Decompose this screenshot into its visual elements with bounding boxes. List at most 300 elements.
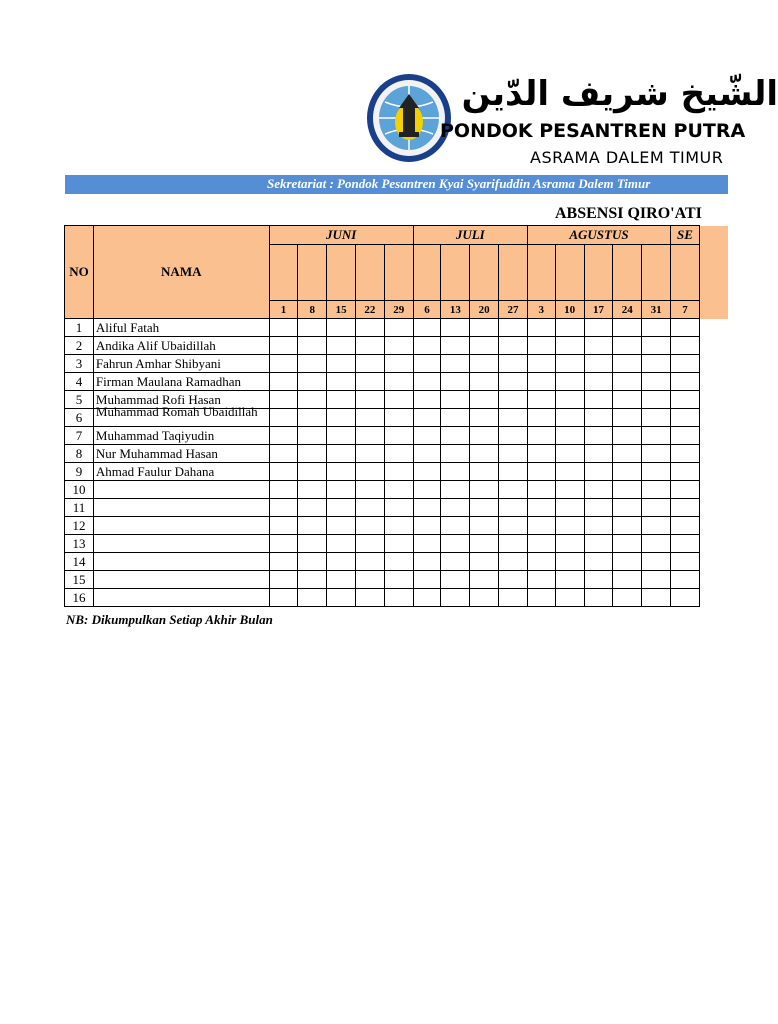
attendance-cell[interactable]	[671, 445, 700, 463]
attendance-cell[interactable]	[269, 517, 298, 535]
attendance-cell[interactable]	[671, 463, 700, 481]
attendance-cell[interactable]	[441, 499, 470, 517]
attendance-cell[interactable]	[269, 373, 298, 391]
footer-note: NB: Dikumpulkan Setiap Akhir Bulan	[66, 612, 273, 627]
attendance-cell[interactable]	[384, 553, 413, 571]
attendance-cell[interactable]	[384, 481, 413, 499]
attendance-cell[interactable]	[555, 373, 584, 391]
day-header: 6	[413, 301, 441, 319]
attendance-cell[interactable]	[642, 409, 671, 427]
blank-header-cell	[470, 245, 499, 301]
attendance-cell[interactable]	[413, 373, 441, 391]
row-number: 13	[65, 535, 94, 553]
attendance-cell[interactable]	[298, 481, 327, 499]
student-name: Aliful Fatah	[93, 319, 269, 337]
attendance-cell[interactable]	[327, 571, 356, 589]
attendance-cell[interactable]	[355, 535, 384, 553]
row-number: 15	[65, 571, 94, 589]
attendance-cell[interactable]	[384, 409, 413, 427]
attendance-cell[interactable]	[613, 553, 642, 571]
attendance-cell[interactable]	[470, 427, 499, 445]
attendance-cell[interactable]	[327, 337, 356, 355]
attendance-cell[interactable]	[527, 463, 555, 481]
attendance-cell[interactable]	[384, 355, 413, 373]
attendance-cell[interactable]	[441, 391, 470, 409]
attendance-cell[interactable]	[327, 445, 356, 463]
attendance-cell[interactable]	[642, 517, 671, 535]
table-row	[65, 481, 700, 499]
attendance-cell[interactable]	[584, 355, 613, 373]
row-number: 3	[65, 355, 94, 373]
attendance-cell[interactable]	[584, 337, 613, 355]
student-name: Ahmad Faulur Dahana	[93, 463, 269, 481]
row-number: 7	[65, 427, 94, 445]
attendance-cell[interactable]	[384, 445, 413, 463]
attendance-cell[interactable]	[671, 373, 700, 391]
attendance-cell[interactable]	[555, 463, 584, 481]
attendance-cell[interactable]	[384, 463, 413, 481]
attendance-cell[interactable]	[470, 391, 499, 409]
attendance-cell[interactable]	[527, 499, 555, 517]
attendance-cell[interactable]	[613, 535, 642, 553]
attendance-cell[interactable]	[441, 481, 470, 499]
attendance-cell[interactable]	[384, 535, 413, 553]
attendance-cell[interactable]	[269, 481, 298, 499]
attendance-cell[interactable]	[613, 499, 642, 517]
attendance-cell[interactable]	[384, 499, 413, 517]
attendance-cell[interactable]	[355, 517, 384, 535]
attendance-cell[interactable]	[327, 463, 356, 481]
attendance-cell[interactable]	[584, 319, 613, 337]
attendance-cell[interactable]	[441, 319, 470, 337]
attendance-cell[interactable]	[470, 553, 499, 571]
attendance-cell[interactable]	[527, 319, 555, 337]
attendance-cell[interactable]	[470, 589, 499, 607]
attendance-cell[interactable]	[527, 589, 555, 607]
attendance-cell[interactable]	[355, 571, 384, 589]
attendance-cell[interactable]	[470, 337, 499, 355]
attendance-cell[interactable]	[441, 463, 470, 481]
attendance-cell[interactable]	[355, 355, 384, 373]
attendance-cell[interactable]	[642, 589, 671, 607]
attendance-table	[64, 225, 700, 611]
attendance-cell[interactable]	[555, 481, 584, 499]
attendance-cell[interactable]	[384, 373, 413, 391]
attendance-cell[interactable]	[298, 499, 327, 517]
attendance-cell[interactable]	[584, 445, 613, 463]
student-name: Muhammad Taqiyudin	[93, 427, 269, 445]
attendance-cell[interactable]	[413, 337, 441, 355]
attendance-cell[interactable]	[413, 535, 441, 553]
attendance-cell[interactable]	[298, 571, 327, 589]
attendance-cell[interactable]	[527, 517, 555, 535]
attendance-cell[interactable]	[413, 481, 441, 499]
attendance-cell[interactable]	[499, 373, 528, 391]
attendance-cell[interactable]	[355, 463, 384, 481]
attendance-cell[interactable]	[527, 427, 555, 445]
attendance-cell[interactable]	[327, 409, 356, 427]
attendance-cell[interactable]	[298, 373, 327, 391]
attendance-cell[interactable]	[555, 409, 584, 427]
attendance-cell[interactable]	[470, 319, 499, 337]
table-row	[65, 319, 700, 337]
attendance-cell[interactable]	[499, 517, 528, 535]
attendance-cell[interactable]	[413, 445, 441, 463]
attendance-cell[interactable]	[584, 571, 613, 589]
attendance-cell[interactable]	[441, 571, 470, 589]
attendance-cell[interactable]	[355, 427, 384, 445]
attendance-cell[interactable]	[499, 409, 528, 427]
attendance-cell[interactable]	[642, 499, 671, 517]
attendance-cell[interactable]	[527, 391, 555, 409]
attendance-cell[interactable]	[671, 571, 700, 589]
day-header: 7	[671, 301, 700, 319]
attendance-cell[interactable]	[441, 535, 470, 553]
letterhead	[0, 60, 778, 175]
attendance-cell[interactable]	[269, 535, 298, 553]
attendance-cell[interactable]	[584, 499, 613, 517]
attendance-cell[interactable]	[441, 409, 470, 427]
attendance-cell[interactable]	[499, 571, 528, 589]
attendance-cell[interactable]	[613, 481, 642, 499]
attendance-cell[interactable]	[413, 553, 441, 571]
attendance-cell[interactable]	[499, 427, 528, 445]
attendance-cell[interactable]	[441, 427, 470, 445]
attendance-cell[interactable]	[613, 409, 642, 427]
attendance-cell[interactable]	[613, 589, 642, 607]
attendance-cell[interactable]	[298, 337, 327, 355]
table-row	[65, 355, 700, 373]
attendance-cell[interactable]	[671, 499, 700, 517]
attendance-cell[interactable]	[355, 589, 384, 607]
attendance-cell[interactable]	[584, 373, 613, 391]
attendance-cell[interactable]	[413, 517, 441, 535]
attendance-cell[interactable]	[671, 355, 700, 373]
attendance-cell[interactable]	[584, 481, 613, 499]
attendance-cell[interactable]	[555, 445, 584, 463]
attendance-cell[interactable]	[499, 463, 528, 481]
attendance-cell[interactable]	[499, 481, 528, 499]
attendance-cell[interactable]	[470, 535, 499, 553]
attendance-cell[interactable]	[642, 481, 671, 499]
attendance-cell[interactable]	[269, 445, 298, 463]
attendance-cell[interactable]	[499, 391, 528, 409]
attendance-cell[interactable]	[527, 445, 555, 463]
attendance-cell[interactable]	[555, 553, 584, 571]
attendance-cell[interactable]	[298, 409, 327, 427]
attendance-cell[interactable]	[327, 391, 356, 409]
attendance-cell[interactable]	[642, 445, 671, 463]
table-row	[65, 517, 700, 535]
attendance-cell[interactable]	[470, 355, 499, 373]
attendance-cell[interactable]	[298, 319, 327, 337]
attendance-cell[interactable]	[269, 589, 298, 607]
attendance-cell[interactable]	[413, 589, 441, 607]
attendance-cell[interactable]	[298, 355, 327, 373]
attendance-cell[interactable]	[499, 445, 528, 463]
attendance-cell[interactable]	[613, 517, 642, 535]
attendance-cell[interactable]	[642, 319, 671, 337]
attendance-cell[interactable]	[384, 571, 413, 589]
attendance-cell[interactable]	[470, 445, 499, 463]
attendance-cell[interactable]	[413, 355, 441, 373]
attendance-cell[interactable]	[441, 445, 470, 463]
attendance-cell[interactable]	[584, 535, 613, 553]
student-name	[93, 517, 269, 535]
attendance-cell[interactable]	[470, 409, 499, 427]
row-number: 1	[65, 319, 94, 337]
attendance-cell[interactable]	[555, 337, 584, 355]
day-header: 3	[527, 301, 555, 319]
attendance-cell[interactable]	[269, 337, 298, 355]
attendance-cell[interactable]	[269, 409, 298, 427]
attendance-cell[interactable]	[527, 409, 555, 427]
attendance-cell[interactable]	[555, 427, 584, 445]
attendance-cell[interactable]	[613, 373, 642, 391]
day-header: 24	[613, 301, 642, 319]
blank-header-cell	[499, 245, 528, 301]
attendance-cell[interactable]	[671, 553, 700, 571]
attendance-cell[interactable]	[555, 571, 584, 589]
table-row	[65, 445, 700, 463]
attendance-cell[interactable]	[613, 391, 642, 409]
attendance-cell[interactable]	[269, 571, 298, 589]
attendance-cell[interactable]	[499, 535, 528, 553]
attendance-cell[interactable]	[642, 535, 671, 553]
attendance-cell[interactable]	[499, 499, 528, 517]
attendance-cell[interactable]	[413, 463, 441, 481]
attendance-cell[interactable]	[613, 445, 642, 463]
attendance-cell[interactable]	[413, 409, 441, 427]
attendance-cell[interactable]	[441, 373, 470, 391]
day-header: 29	[384, 301, 413, 319]
student-name	[93, 499, 269, 517]
attendance-cell[interactable]	[499, 355, 528, 373]
attendance-cell[interactable]	[269, 499, 298, 517]
attendance-cell[interactable]	[327, 517, 356, 535]
blank-header-cell	[413, 245, 441, 301]
attendance-cell[interactable]	[642, 427, 671, 445]
attendance-cell[interactable]	[441, 355, 470, 373]
attendance-cell[interactable]	[327, 589, 356, 607]
blank-header-cell	[584, 245, 613, 301]
attendance-cell[interactable]	[327, 373, 356, 391]
attendance-cell[interactable]	[327, 427, 356, 445]
attendance-cell[interactable]	[298, 517, 327, 535]
attendance-cell[interactable]	[555, 535, 584, 553]
attendance-cell[interactable]	[470, 481, 499, 499]
attendance-cell[interactable]	[642, 553, 671, 571]
attendance-cell[interactable]	[441, 337, 470, 355]
attendance-cell[interactable]	[441, 553, 470, 571]
attendance-cell[interactable]	[269, 553, 298, 571]
attendance-cell[interactable]	[642, 373, 671, 391]
attendance-cell[interactable]	[527, 481, 555, 499]
attendance-cell[interactable]	[384, 319, 413, 337]
attendance-cell[interactable]	[613, 337, 642, 355]
attendance-cell[interactable]	[555, 517, 584, 535]
attendance-cell[interactable]	[355, 391, 384, 409]
attendance-cell[interactable]	[613, 427, 642, 445]
attendance-cell[interactable]	[555, 391, 584, 409]
column-header-no: NO	[65, 226, 94, 319]
day-header: 10	[555, 301, 584, 319]
attendance-cell[interactable]	[298, 445, 327, 463]
attendance-cell[interactable]	[355, 553, 384, 571]
attendance-cell[interactable]	[642, 355, 671, 373]
attendance-cell[interactable]	[298, 553, 327, 571]
attendance-cell[interactable]	[355, 481, 384, 499]
row-number: 8	[65, 445, 94, 463]
blank-header-cell	[527, 245, 555, 301]
table-row	[65, 535, 700, 553]
attendance-cell[interactable]	[671, 427, 700, 445]
attendance-cell[interactable]	[269, 319, 298, 337]
day-header: 13	[441, 301, 470, 319]
attendance-cell[interactable]	[499, 337, 528, 355]
attendance-cell[interactable]	[298, 535, 327, 553]
day-header: 31	[642, 301, 671, 319]
blank-header-cell	[384, 245, 413, 301]
blank-header-cell	[671, 245, 700, 301]
attendance-cell[interactable]	[298, 427, 327, 445]
attendance-cell[interactable]	[613, 571, 642, 589]
attendance-cell[interactable]	[355, 499, 384, 517]
attendance-cell[interactable]	[327, 553, 356, 571]
day-header: 20	[470, 301, 499, 319]
attendance-cell[interactable]	[671, 535, 700, 553]
attendance-cell[interactable]	[527, 373, 555, 391]
attendance-cell[interactable]	[527, 535, 555, 553]
attendance-cell[interactable]	[555, 355, 584, 373]
attendance-cell[interactable]	[584, 463, 613, 481]
attendance-cell[interactable]	[413, 499, 441, 517]
attendance-cell[interactable]	[584, 517, 613, 535]
header-row-months	[65, 226, 700, 245]
attendance-cell[interactable]	[413, 391, 441, 409]
attendance-cell[interactable]	[470, 571, 499, 589]
attendance-cell[interactable]	[671, 391, 700, 409]
attendance-cell[interactable]	[527, 337, 555, 355]
month-header: JULI	[413, 226, 527, 245]
attendance-cell[interactable]	[355, 337, 384, 355]
attendance-cell[interactable]	[269, 355, 298, 373]
attendance-cell[interactable]	[584, 391, 613, 409]
row-number: 4	[65, 373, 94, 391]
attendance-cell[interactable]	[671, 589, 700, 607]
attendance-cell[interactable]	[470, 373, 499, 391]
blank-header-cell	[555, 245, 584, 301]
attendance-cell[interactable]	[584, 553, 613, 571]
row-number: 5	[65, 391, 94, 409]
attendance-cell[interactable]	[413, 319, 441, 337]
attendance-cell[interactable]	[327, 355, 356, 373]
attendance-cell[interactable]	[671, 481, 700, 499]
attendance-cell[interactable]	[470, 499, 499, 517]
day-header: 8	[298, 301, 327, 319]
attendance-cell[interactable]	[355, 445, 384, 463]
table-row	[65, 499, 700, 517]
attendance-cell[interactable]	[527, 355, 555, 373]
attendance-cell[interactable]	[613, 463, 642, 481]
attendance-cell[interactable]	[642, 463, 671, 481]
student-name: Fahrun Amhar Shibyani	[93, 355, 269, 373]
attendance-cell[interactable]	[298, 391, 327, 409]
attendance-cell[interactable]	[499, 589, 528, 607]
student-name-text: Muhammad Romah Ubaidillah	[95, 404, 258, 419]
student-name	[93, 535, 269, 553]
attendance-cell[interactable]	[298, 463, 327, 481]
attendance-cell[interactable]	[555, 319, 584, 337]
attendance-cell[interactable]	[527, 553, 555, 571]
header-fill-extension	[699, 226, 728, 319]
attendance-cell[interactable]	[441, 589, 470, 607]
attendance-cell[interactable]	[584, 409, 613, 427]
attendance-cell[interactable]	[269, 391, 298, 409]
attendance-cell[interactable]	[470, 517, 499, 535]
attendance-cell[interactable]	[642, 571, 671, 589]
attendance-cell[interactable]	[555, 499, 584, 517]
attendance-cell[interactable]	[327, 319, 356, 337]
day-header: 1	[269, 301, 298, 319]
attendance-cell[interactable]	[642, 337, 671, 355]
attendance-cell[interactable]	[642, 391, 671, 409]
attendance-cell[interactable]	[555, 589, 584, 607]
attendance-cell[interactable]	[384, 589, 413, 607]
attendance-cell[interactable]	[470, 463, 499, 481]
arabic-title: الشّيخ شريف الدّين	[461, 74, 778, 114]
row-number: 16	[65, 589, 94, 607]
attendance-cell[interactable]	[384, 337, 413, 355]
attendance-cell[interactable]	[499, 319, 528, 337]
attendance-cell[interactable]	[671, 409, 700, 427]
student-name	[93, 589, 269, 607]
attendance-cell[interactable]	[355, 319, 384, 337]
attendance-cell[interactable]	[413, 427, 441, 445]
table-row	[65, 373, 700, 391]
attendance-cell[interactable]	[327, 499, 356, 517]
attendance-cell[interactable]	[384, 517, 413, 535]
student-name: Firman Maulana Ramadhan	[93, 373, 269, 391]
attendance-cell[interactable]	[441, 517, 470, 535]
day-header: 27	[499, 301, 528, 319]
attendance-cell[interactable]	[327, 535, 356, 553]
attendance-cell[interactable]	[584, 589, 613, 607]
blank-header-cell	[613, 245, 642, 301]
day-header: 22	[355, 301, 384, 319]
attendance-cell[interactable]	[355, 409, 384, 427]
attendance-cell[interactable]	[613, 355, 642, 373]
attendance-cell[interactable]	[671, 319, 700, 337]
blank-header-cell	[355, 245, 384, 301]
attendance-cell[interactable]	[384, 427, 413, 445]
attendance-cell[interactable]	[527, 571, 555, 589]
attendance-cell[interactable]	[269, 427, 298, 445]
attendance-cell[interactable]	[384, 391, 413, 409]
attendance-cell[interactable]	[499, 553, 528, 571]
attendance-cell[interactable]	[327, 481, 356, 499]
attendance-cell[interactable]	[269, 463, 298, 481]
student-name: Muhammad Rofi Hasan	[93, 391, 269, 409]
attendance-cell[interactable]	[613, 319, 642, 337]
attendance-cell[interactable]	[298, 589, 327, 607]
attendance-cell[interactable]	[584, 427, 613, 445]
student-name: Andika Alif Ubaidillah	[93, 337, 269, 355]
attendance-cell[interactable]	[671, 337, 700, 355]
attendance-cell[interactable]	[671, 517, 700, 535]
attendance-cell[interactable]	[355, 373, 384, 391]
attendance-cell[interactable]	[413, 571, 441, 589]
